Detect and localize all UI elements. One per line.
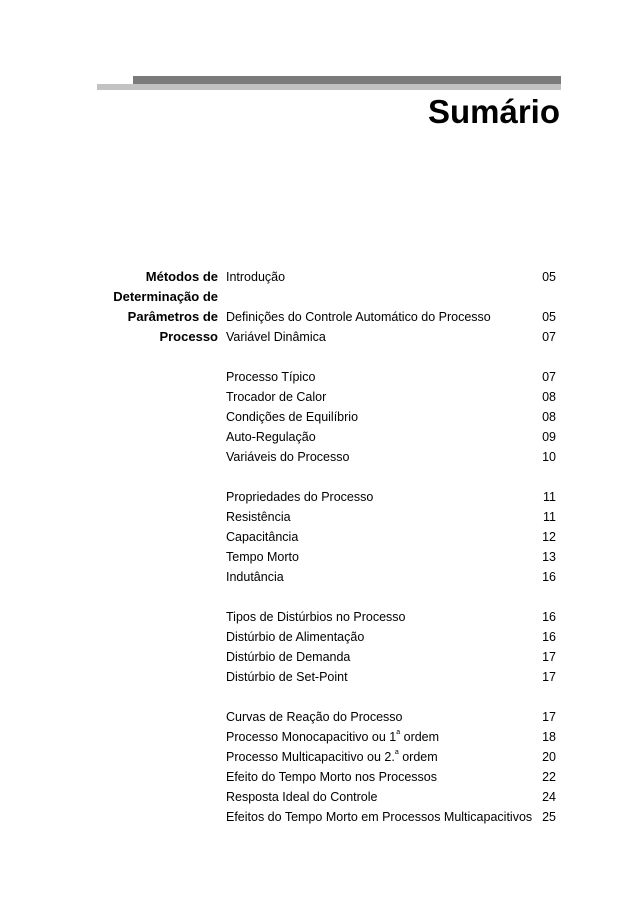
toc-entry-label (226, 447, 349, 467)
toc-entry[interactable] (226, 567, 556, 587)
toc-entry-suffix: ordem (400, 730, 440, 744)
toc-entry[interactable] (226, 487, 556, 507)
toc-entry-page-number: 16 (542, 570, 556, 584)
toc-entry-title: Distúrbio de Set-Point (226, 670, 348, 684)
toc-entry[interactable] (226, 407, 556, 427)
toc-entry-page-number: 08 (542, 390, 556, 404)
toc-entry[interactable] (226, 547, 556, 567)
toc-entry-label (226, 647, 350, 667)
toc-entry-page-number: 10 (542, 450, 556, 464)
toc-entry-page-number: 08 (542, 410, 556, 424)
toc-entry-title: Processo Monocapacitivo ou 1 (226, 730, 397, 744)
toc-entry-label (226, 427, 316, 447)
toc-group (226, 487, 556, 587)
toc-entry[interactable] (226, 507, 556, 527)
toc-entry-page-number: 18 (542, 730, 556, 744)
toc-entry[interactable] (226, 667, 556, 687)
table-of-contents (226, 267, 556, 827)
toc-entry-label (226, 267, 285, 287)
toc-entry-label (226, 307, 491, 327)
section-side-title (100, 267, 218, 347)
toc-entry[interactable] (226, 647, 556, 667)
toc-entry-label (226, 787, 377, 807)
toc-entry-superscript: a (394, 749, 399, 756)
toc-entry[interactable] (226, 307, 556, 327)
page-title: Sumário (427, 93, 560, 130)
toc-entry-title: Curvas de Reação do Processo (226, 710, 403, 724)
toc-entry-page-number: 20 (542, 750, 556, 764)
toc-entry-label (226, 767, 437, 787)
toc-entry-page-number: 07 (542, 330, 556, 344)
side-title-line: Métodos de (145, 269, 218, 284)
toc-entry-page-number: 22 (542, 770, 556, 784)
toc-entry-title: Propriedades do Processo (226, 490, 374, 504)
toc-entry-page-number: 24 (542, 790, 556, 804)
side-title-line: Processo (159, 329, 218, 344)
toc-entry-title: Processo Multicapacitivo ou 2. (226, 750, 395, 764)
toc-entry-page-number: 16 (542, 610, 556, 624)
toc-entry[interactable] (226, 707, 556, 727)
toc-entry-page-number: 25 (542, 810, 556, 824)
toc-entry-title: Variável Dinâmica (226, 330, 326, 344)
toc-entry-title: Indutância (226, 570, 284, 584)
toc-group (226, 267, 556, 287)
toc-entry-title: Distúrbio de Demanda (226, 650, 351, 664)
toc-entry-label (226, 407, 358, 427)
toc-entry-title: Definições do Controle Automático do Processo (226, 310, 491, 324)
toc-entry-title: Capacitância (226, 530, 299, 544)
toc-entry-label (226, 327, 326, 347)
toc-entry-page-number: 05 (542, 310, 556, 324)
toc-entry-label (226, 747, 438, 767)
toc-entry[interactable] (226, 527, 556, 547)
toc-group (226, 707, 556, 827)
side-title-line: Determinação de (113, 289, 218, 304)
toc-entry-title: Resposta Ideal do Controle (226, 790, 378, 804)
toc-entry-title: Introdução (226, 270, 286, 284)
toc-entry[interactable] (226, 767, 556, 787)
toc-entry[interactable] (226, 267, 556, 287)
toc-entry-label (226, 387, 326, 407)
header-bar-light (97, 84, 561, 90)
toc-entry[interactable] (226, 427, 556, 447)
toc-entry-page-number: 17 (542, 650, 556, 664)
toc-entry[interactable] (226, 447, 556, 467)
toc-entry-label (226, 607, 405, 627)
toc-entry[interactable] (226, 787, 556, 807)
toc-group (226, 607, 556, 687)
toc-entry-page-number: 17 (542, 710, 556, 724)
toc-entry-label (226, 667, 348, 687)
toc-entry-page-number: 11 (543, 510, 556, 524)
toc-entry-label (226, 547, 299, 567)
toc-entry-page-number: 07 (542, 370, 556, 384)
toc-entry[interactable] (226, 807, 556, 827)
toc-entry-title: Condições de Equilíbrio (226, 410, 359, 424)
toc-entry[interactable] (226, 727, 556, 747)
toc-entry-title: Trocador de Calor (226, 390, 327, 404)
toc-entry-title: Tempo Morto (226, 550, 299, 564)
toc-entry-superscript: a (396, 729, 401, 736)
toc-entry-title: Distúrbio de Alimentação (226, 630, 365, 644)
toc-entry-title: Processo Típico (226, 370, 316, 384)
toc-entry-label (226, 567, 284, 587)
toc-entry-page-number: 13 (542, 550, 556, 564)
toc-entry[interactable] (226, 607, 556, 627)
toc-entry-label (226, 527, 298, 547)
toc-entry-title: Tipos de Distúrbios no Processo (226, 610, 406, 624)
toc-entry-title: Variáveis do Processo (226, 450, 350, 464)
toc-entry[interactable] (226, 367, 556, 387)
toc-entry-page-number: 12 (542, 530, 556, 544)
side-title-line: Parâmetros de (127, 309, 218, 324)
toc-group (226, 307, 556, 347)
toc-entry[interactable] (226, 327, 556, 347)
toc-entry-page-number: 09 (542, 430, 556, 444)
toc-entry-label (226, 507, 291, 527)
toc-entry-title: Efeito do Tempo Morto nos Processos (226, 770, 437, 784)
toc-entry[interactable] (226, 627, 556, 647)
toc-entry[interactable] (226, 387, 556, 407)
toc-entry-label (226, 807, 532, 827)
toc-entry-title: Auto-Regulação (226, 430, 316, 444)
toc-entry-page-number: 16 (542, 630, 556, 644)
toc-entry-label (226, 727, 439, 747)
toc-entry-page-number: 11 (543, 490, 556, 504)
toc-entry-label (226, 367, 315, 387)
toc-entry-suffix: ordem (398, 750, 438, 764)
toc-entry-title: Efeitos do Tempo Morto em Processos Multicapacitivos (226, 810, 533, 824)
toc-entry-label (226, 627, 364, 647)
toc-entry-title: Resistência (226, 510, 291, 524)
toc-entry-page-number: 17 (542, 670, 556, 684)
toc-entry-page-number: 05 (542, 270, 556, 284)
toc-entry-label (226, 707, 402, 727)
toc-entry-label (226, 487, 373, 507)
toc-group (226, 367, 556, 467)
toc-entry[interactable] (226, 747, 556, 767)
